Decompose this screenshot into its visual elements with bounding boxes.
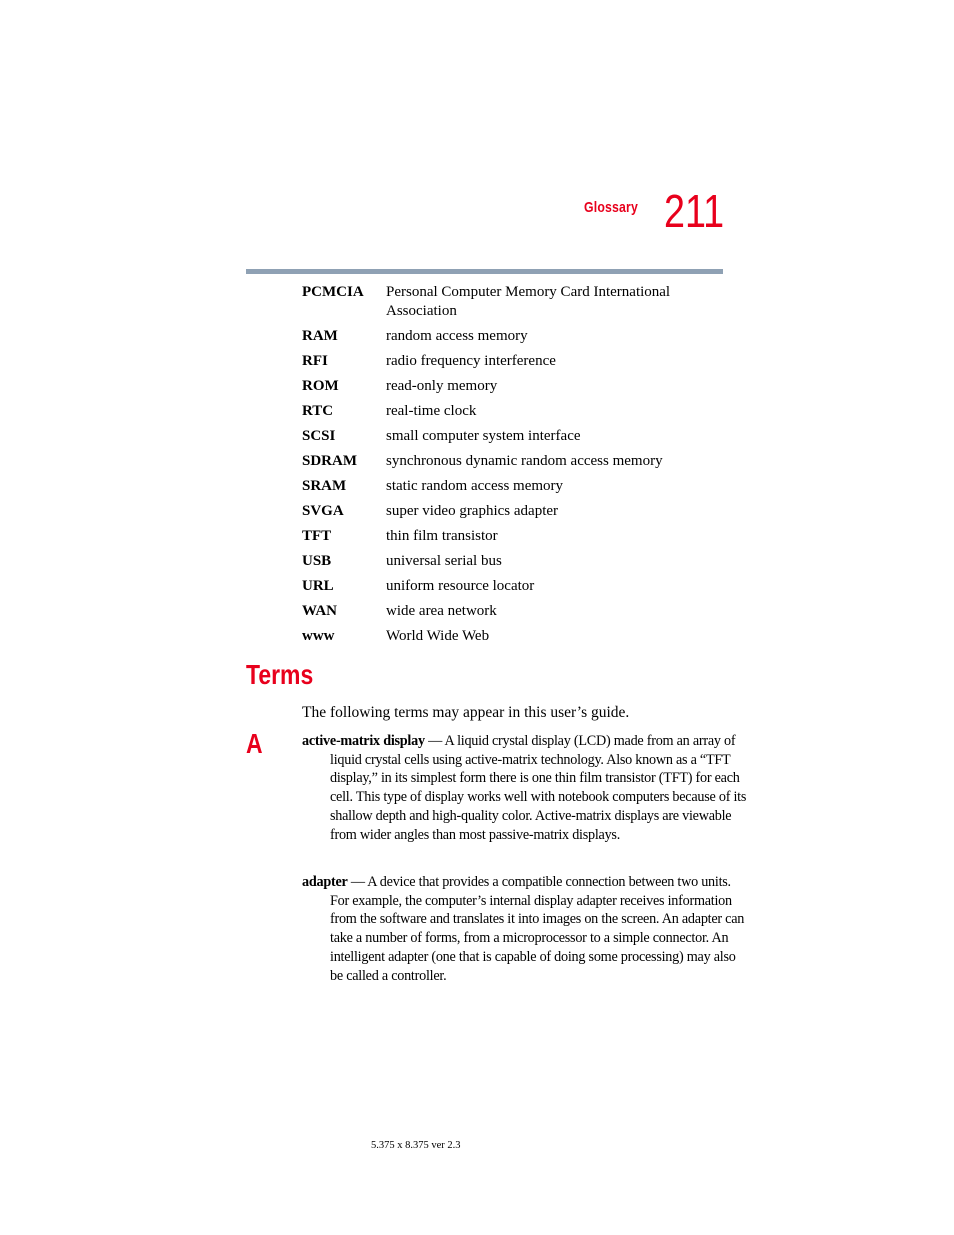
abbreviation-row: [302, 602, 722, 621]
abbreviation-row: [302, 502, 722, 521]
abbreviation-row: [302, 427, 722, 446]
abbreviation-definition: random access memory: [386, 328, 528, 344]
glossary-entry-term: adapter: [302, 874, 348, 890]
abbreviation-term: WAN: [302, 603, 338, 619]
abbreviation-term: www: [302, 628, 335, 644]
abbreviation-row: [302, 552, 722, 571]
abbreviation-row: [302, 377, 722, 396]
abbreviation-row: [302, 577, 722, 596]
abbreviation-row: [302, 352, 722, 371]
abbreviation-term: SVGA: [302, 503, 344, 519]
glossary-entry: [302, 732, 748, 844]
page-number: 211: [664, 185, 725, 237]
abbreviation-term: PCMCIA: [302, 284, 364, 300]
header-rule: [246, 269, 723, 274]
abbreviation-term: RAM: [302, 328, 338, 344]
abbreviation-term: ROM: [302, 378, 339, 394]
terms-intro: The following terms may appear in this user’s guide.: [302, 704, 630, 721]
abbreviation-term: SDRAM: [302, 453, 357, 469]
abbreviation-definition: wide area network: [386, 603, 497, 619]
abbreviation-row: [302, 402, 722, 421]
abbreviation-definition: real-time clock: [386, 403, 477, 419]
running-header-section: Glossary: [584, 199, 638, 216]
abbreviation-definition: radio frequency interference: [386, 353, 556, 369]
abbreviation-term: URL: [302, 578, 334, 594]
abbreviation-term: SCSI: [302, 428, 336, 444]
glossary-entry-definition: — A liquid crystal display (LCD) made from an array of liquid crystal cells using active-matrix technology. Also known as a “TFT display,” in its simplest form there is one thin film transistor (TFT) for each cell. This type of display works well with notebook computers because of its shallow depth and high-quality color. Active-matrix displays are viewable from wider angles than most passive-matrix displays.: [330, 733, 747, 843]
abbreviation-term: SRAM: [302, 478, 347, 494]
abbreviation-definition: universal serial bus: [386, 553, 502, 569]
terms-heading: Terms: [246, 659, 314, 690]
abbreviation-row: [302, 527, 722, 546]
glossary-entry: [302, 873, 748, 985]
abbreviation-definition: uniform resource locator: [386, 578, 535, 594]
glossary-entry-definition: — A device that provides a compatible connection between two units. For example, the computer’s internal display adapter receives information from the software and translates it into images on the screen. An adapter can take a number of forms, from a microprocessor to a simple connector. An intelligent adapter (one that is capable of doing some processing) may also be called a controller.: [330, 874, 745, 984]
abbreviation-definition: thin film transistor: [386, 528, 498, 544]
abbreviation-row: [302, 477, 722, 496]
abbreviation-row: [302, 627, 722, 646]
abbreviation-definition: synchronous dynamic random access memory: [386, 453, 663, 469]
abbreviation-definition: Personal Computer Memory Card International Association: [386, 284, 671, 319]
abbreviation-row: [302, 452, 722, 471]
abbreviation-list: [302, 283, 722, 652]
abbreviation-term: TFT: [302, 528, 332, 544]
abbreviation-definition: static random access memory: [386, 478, 564, 494]
letter-marker-a: A: [246, 728, 263, 759]
abbreviation-definition: small computer system interface: [386, 428, 581, 444]
abbreviation-row: [302, 327, 722, 346]
glossary-entry-term: active-matrix display: [302, 733, 425, 749]
abbreviation-definition: read-only memory: [386, 378, 498, 394]
abbreviation-term: USB: [302, 553, 332, 569]
abbreviation-definition: super video graphics adapter: [386, 503, 559, 519]
abbreviation-term: RTC: [302, 403, 334, 419]
footer-version: 5.375 x 8.375 ver 2.3: [371, 1140, 461, 1151]
abbreviation-definition: World Wide Web: [386, 628, 490, 644]
abbreviation-row: [302, 283, 722, 321]
abbreviation-term: RFI: [302, 353, 328, 369]
